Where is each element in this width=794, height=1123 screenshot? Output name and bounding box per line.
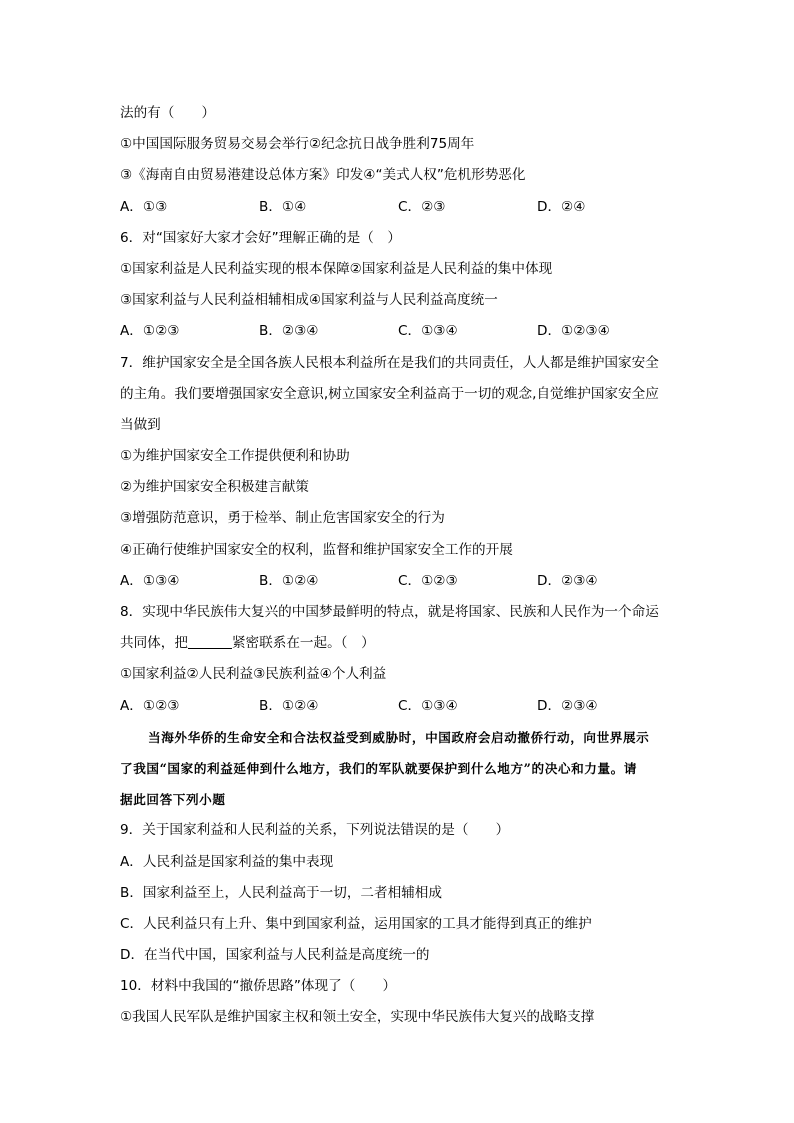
q5-items-2: ③《海南自由贸易港建设总体方案》印发④“美式人权”危机形势恶化 (120, 167, 526, 184)
q8-option-b: B．①②④ (259, 697, 319, 714)
q5-option-d: D．②④ (537, 198, 586, 215)
q5-options (120, 192, 680, 223)
q8-options (120, 691, 680, 722)
q6-option-d: D．①②③④ (537, 323, 610, 340)
q6-option-a: A．①②③ (120, 323, 180, 340)
q8-stem-1: 8．实现中华民族伟大复兴的中国梦最鲜明的特点，就是将国家、民族和人民作为一个命运 (120, 604, 659, 620)
q9-stem: 9．关于国家利益和人民利益的关系，下列说法错误的是（ ） (120, 822, 510, 839)
q7-stem-2: 的主角。我们要增强国家安全意识,树立国家安全利益高于一切的观念,自觉维护国家安全应 (120, 385, 659, 402)
q10-item-1: ①我国人民军队是维护国家主权和领土安全，实现中华民族伟大复兴的战略支撑 (120, 1009, 595, 1026)
material-line-1: 当海外华侨的生命安全和合法权益受到威胁时，中国政府会启动撤侨行动，向世界展示 (148, 729, 650, 745)
q6-stem: 6．对“国家好大家才会好”理解正确的是（ ） (120, 229, 402, 246)
q8-option-a: A．①②③ (120, 697, 180, 714)
q5-stem-tail: 法的有（ ） (120, 105, 216, 121)
q8-stem-2a: 共同体，把 (120, 635, 188, 652)
q7-item-4: ④正确行使维护国家安全的权利，监督和维护国家安全工作的开展 (120, 541, 513, 558)
material-line-2: 了我国“国家的利益延伸到什么地方，我们的军队就要保护到什么地方”的决心和力量。请 (120, 760, 638, 776)
q6-options (120, 316, 680, 347)
q6-option-c: C．①③④ (398, 323, 458, 340)
q9-option-b: B．国家利益至上，人民利益高于一切，二者相辅相成 (120, 884, 442, 901)
q7-stem-1: 7．维护国家安全是全国各族人民根本利益所在是我们的共同责任，人人都是维护国家安全 (120, 354, 659, 371)
q7-item-2: ②为维护国家安全积极建言献策 (120, 479, 309, 496)
q9-option-c: C．人民利益只有上升、集中到国家利益，运用国家的工具才能得到真正的维护 (120, 915, 592, 932)
q7-option-b: B．①②④ (259, 572, 319, 589)
q7-options (120, 566, 680, 597)
q9-option-d: D．在当代中国，国家利益与人民利益是高度统一的 (120, 947, 430, 964)
material-line-3: 据此回答下列小题 (120, 792, 226, 808)
q7-option-d: D．②③④ (537, 572, 598, 589)
q5-option-a: A．①③ (120, 198, 168, 215)
q5-option-b: B．①④ (259, 198, 307, 215)
q8-option-d: D．②③④ (537, 697, 598, 714)
q5-items-1: ①中国国际服务贸易交易会举行②纪念抗日战争胜利75周年 (120, 136, 475, 153)
exam-page (120, 98, 680, 1034)
q6-items-2: ③国家利益与人民利益相辅相成④国家利益与人民利益高度统一 (120, 292, 498, 309)
q7-stem-3: 当做到 (120, 416, 161, 433)
q6-items-1: ①国家利益是人民利益实现的根本保障②国家利益是人民利益的集中体现 (120, 260, 553, 277)
q8-stem-2 (120, 628, 680, 659)
q7-item-3: ③增强防范意识，勇于检举、制止危害国家安全的行为 (120, 510, 445, 527)
q10-stem: 10．材料中我国的“撤侨思路”体现了（ ） (120, 978, 397, 995)
q7-item-1: ①为维护国家安全工作提供便利和协助 (120, 448, 350, 465)
q7-option-c: C．①②③ (398, 572, 458, 589)
q5-option-c: C．②③ (398, 198, 446, 215)
q7-option-a: A．①③④ (120, 572, 180, 589)
q6-option-b: B．②③④ (259, 323, 319, 340)
q8-option-c: C．①③④ (398, 697, 458, 714)
q8-items: ①国家利益②人民利益③民族利益④个人利益 (120, 666, 387, 683)
q9-option-a: A．人民利益是国家利益的集中表现 (120, 853, 334, 870)
fill-blank (188, 634, 232, 649)
q8-stem-2b: 紧密联系在一起。（ ） (231, 635, 375, 652)
